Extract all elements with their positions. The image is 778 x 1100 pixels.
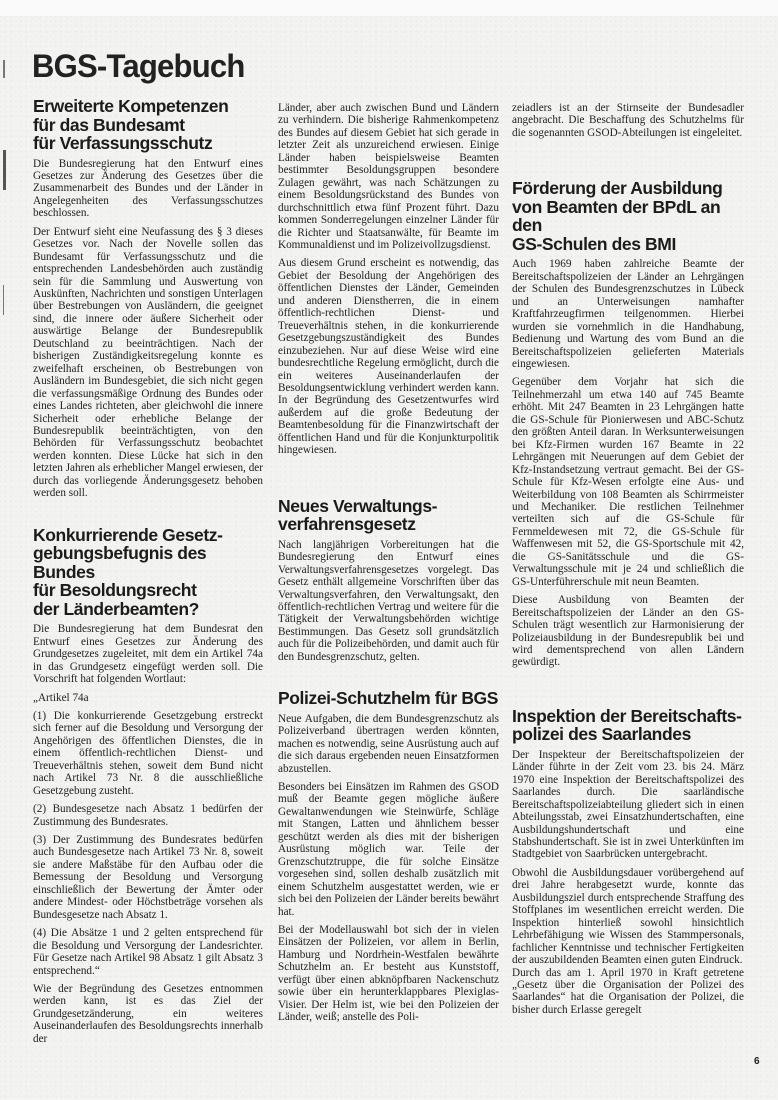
binding-mark	[3, 285, 4, 315]
column-2	[278, 102, 499, 1030]
scan-top-edge	[0, 0, 778, 16]
article-heading: Förderung der Ausbildung von Beamten der BPdL an den GS-Schulen des BMI	[512, 178, 723, 254]
article-heading: Erweiterte Kompetenzen für das Bundesamt für Verfassungsschutz	[33, 96, 229, 153]
page-title: BGS-Tagebuch	[32, 48, 245, 84]
page-number: 6	[754, 1056, 760, 1067]
article-heading: Inspektion der Bereitschafts- polizei des Saarlandes	[512, 705, 742, 745]
article-heading: Polizei-Schutzhelm für BGS	[278, 688, 499, 709]
article-paragraph: Bei der Modellauswahl bot sich der in vielen Einsätzen der Polizeien, vor allem in Berlin, Hamburg und Nordrhein-Westfalen bewährte Schutzhelm an. Er besteht aus Kunststoff, verfügt über einen abknöpfbaren Nackenschutz sowie über ein herunterklappbares Plexiglas-Visier. Der Helm ist, wie bei den Polizeien der Länder, weiß; anstelle des Poli-	[278, 923, 499, 1024]
article-paragraph: Nach langjährigen Vorbereitungen hat die Bundesregierung den Entwurf eines Verwaltungsverfahrensgesetzes vorgelegt. Das Gesetz enthält allgemeine Vorschriften über das Verwaltungsverfahren, den Verwaltungsakt, den öffentlich-rechtlichen Vertrag und weitere für die Tätigkeit der Verwaltungsbehörden wichtige Bestimmungen. Das Gesetz soll grundsätzlich auch für die Polizeibehörden, und damit auch für den Bundesgrenzschutz, gelten.	[278, 538, 499, 663]
article-paragraph: (3) Der Zustimmung des Bundesrates bedürfen auch Bundesgesetze nach Artikel 73 Nr. 8, soweit sie andere Maßstäbe für den Aufbau oder die Bemessung der Besoldung und Versorgung einschließlich der Bewertung der Ämter oder andere Mindest- oder Höchstbeträge vorsehen als Bundesgesetze nach Absatz 1.	[33, 834, 263, 921]
article-paragraph: Neue Aufgaben, die dem Bundesgrenzschutz als Polizeiverband übertragen werden könnten, machen es notwendig, seine Ausrüstung auch auf die sich daraus ergebenden neuen Einsatzformen abzustellen.	[278, 712, 499, 775]
article-paragraph: Der Inspekteur der Bereitschaftspolizeien der Länder führte in der Zeit vom 23. bis 24. März 1970 eine Inspektion der Bereitschaftspolizei des Saarlandes durch. Die saarländische Bereitschaftspolizeiabteilung gliedert sich in einen Abteilungsstab, zwei Einsatzhundertschaften, eine Ausbildungshundertschaft und eine Stabshundertschaft. Sie ist in zwei Unterkünften im Stadtgebiet von Saarbrücken untergebracht.	[512, 748, 744, 861]
article-paragraph: (2) Bundesgesetze nach Absatz 1 bedürfen der Zustimmung des Bundesrates.	[33, 803, 263, 828]
article-paragraph: „Artikel 74a	[33, 691, 89, 704]
column-1	[33, 97, 263, 1051]
article-paragraph: Obwohl die Ausbildungsdauer vorübergehend auf drei Jahre herabgesetzt wurde, konnte das Ausbildungsziel durch entsprechende Straffung des Stoffplanes im wesentlichen erreicht werden. Die Inspektion hinterließ sowohl hinsichtlich Lehrbefähigung wie Wissen des Stammpersonals, fachlicher Kenntnisse und technischer Fertigkeiten der auszubildenden Beamten einen guten Eindruck.	[512, 866, 744, 967]
article-paragraph: Auch 1969 haben zahlreiche Beamte der Bereitschaftspolizeien der Länder an Lehrgängen der Schulen des Bundesgrenzschutzes in Lübeck und an Unterweisungen namhafter Kraftfahrzeugfirmen teilgenommen. Hierbei wurden sie vornehmlich in die Handhabung, Bedienung und Wartung des vom Bund an die Bereitschaftspolizeien gelieferten Materials eingewiesen.	[512, 258, 744, 370]
article-paragraph: Die Bundesregierung hat den Entwurf eines Gesetzes zur Änderung des Gesetzes über die Zusammenarbeit des Bundes und der Länder in Angelegenheiten des Verfassungsschutzes beschlossen.	[33, 157, 263, 220]
article-paragraph: Länder, aber auch zwischen Bund und Ländern zu verhindern. Die bisherige Rahmenkompetenz des Bundes auf diesem Gebiet hat sich gerade in letzter Zeit als unzureichend erwiesen. Einige Länder haben beispielsweise Beamten bestimmter Besoldungsgruppen besondere Zulagen gewährt, was nach Schätzungen zu einem Besoldungsrückstand des Bundes von durchschnittlich etwa fünf Prozent führt. Dazu kommen Sonderregelungen einzelner Länder für die Richter und Staatsanwälte, für Beamte im Kommunaldienst und im Polizeivollzugsdienst.	[278, 102, 499, 251]
article-paragraph: (1) Die konkurrierende Gesetzgebung erstreckt sich ferner auf die Besoldung und Versorgung der Angehörigen des öffentlichen Dienstes, die in einem öffentlich-rechtlichen Dienst- und Treueverhältnis stehen, soweit dem Bund nicht nach Artikel 73 Nr. 8 die ausschließliche Gesetzgebung zusteht.	[33, 709, 263, 797]
article-paragraph: Besonders bei Einsätzen im Rahmen des GSOD muß der Beamte gegen mögliche äußere Gewaltanwendungen wie Steinwürfe, Schläge mit Stangen, Latten und ähnlichem besser geschützt werden als dies mit der bisherigen Ausrüstung möglich war. Teile der Grenzschutztruppe, die für solche Einsätze vorgesehen sind, sollen deshalb zusätzlich mit einem Schutzhelm ausgestattet werden, wie er sich bei den Polizeien der Länder bereits bewährt hat.	[278, 780, 499, 918]
binding-mark	[3, 60, 5, 78]
article-paragraph: Gegenüber dem Vorjahr hat sich die Teilnehmerzahl um etwa 140 auf 745 Beamte erhöht. Mit 247 Beamten in 23 Lehrgängen hatte die GS-Schule für Pionierwesen und ABC-Schutz den größten Anteil daran. In Werksunterweisungen bei Kfz-Firmen wurden 167 Beamte in 22 Lehrgängen mit Neuerungen auf dem Gebiet der Kfz-Instandsetzung vertraut gemacht. Bei der GS-Schule für Kfz-Wesen erfolgte eine Aus- und Weiterbildung von 108 Beamten als Schirrmeister und Mechaniker. Die restlichen Teilnehmer verteilten sich auf die GS-Schule für Fernmeldewesen mit 72, die GS-Schule für Waffenwesen mit 52, die GS-Sportschule mit 42, die GS-Sanitätsschule und die GS-Verwaltungsschule mit je 24 und schließlich die GS-Unterführerschule mit neun Beamten.	[512, 376, 744, 588]
article-paragraph: Diese Ausbildung von Beamten der Bereitschaftspolizeien der Länder an den GS-Schulen trägt wesentlich zur Harmonisierung der Polizeiausbildung in der Bundesrepublik bei und wird dementsprechend von allen Ländern gewürdigt.	[512, 594, 744, 669]
binding-mark	[3, 150, 6, 190]
article-heading: Neues Verwaltungs- verfahrensgesetz	[278, 495, 438, 535]
article-heading: Konkurrierende Gesetz- gebungsbefugnis des Bundes für Besoldungsrecht der Länderbeamten?	[33, 524, 223, 619]
article-paragraph: Wie der Begründung des Gesetzes entnommen werden kann, ist es das Ziel der Grundgesetzänderung, ein weiteres Auseinanderlaufen des Besoldungsrechts innerhalb der	[33, 983, 263, 1045]
article-paragraph: Der Entwurf sieht eine Neufassung des § 3 dieses Gesetzes vor. Nach der Novelle sollen das Bundesamt für Verfassungsschutz und die entsprechenden Landesbehörden auch zuständig sein für die Sammlung und Auswertung von Auskünften, Nachrichten und sonstigen Unterlagen über Bestrebungen von Ausländern, die geeignet sind, die innere oder äußere Sicherheit oder auswärtige Belange der Bundesrepublik Deutschland zu beeinträchtigen. Nach der bisherigen Zuständigkeitsregelung konnte es zweifelhaft erscheinen, ob Bestrebungen von Ausländern im Bundesgebiet, die sich nicht gegen die verfassungsmäßige Ordnung des Bundes oder eines Landes richteten, aber gleichwohl die innere Sicherheit oder erhebliche Belange der Bundesrepublik beeinträchtigten, von den Behörden für Verfassungsschutz beobachtet werden konnten. Diese Lücke hat sich in den letzten Jahren als erheblicher Mangel erwiesen, der durch das vorliegende Änderungsgesetz behoben werden soll.	[33, 225, 263, 500]
column-3	[512, 102, 744, 1022]
article-paragraph: zeiadlers ist an der Stirnseite der Bundesadler angebracht. Die Beschaffung des Schutzhelms für die sogenannten GSOD-Abteilungen ist eingeleitet.	[512, 102, 744, 139]
article-paragraph: Aus diesem Grund erscheint es notwendig, das Gebiet der Besoldung der Angehörigen des öffentlichen Dienstes der Länder, Gemeinden und anderen Dienstherren, die in einem öffentlich-rechtlichen Dienst- und Treueverhältnis stehen, in die konkurrierende Gesetzgebungszuständigkeit des Bundes einzubeziehen. Nur auf diese Weise wird eine bundesrechtliche Regelung ermöglicht, durch die ein weiteres Auseinanderlaufen der Besoldungsentwicklung verhindert werden kann. In der Begründung des Gesetzentwurfes wird außerdem auf die große Bedeutung der Beamtenbesoldung für die Finanzwirtschaft der öffentlichen Hand und für die Konjunkturpolitik hingewiesen.	[278, 257, 499, 457]
article-paragraph: Die Bundesregierung hat dem Bundesrat den Entwurf eines Gesetzes zur Änderung des Grundgesetzes zugeleitet, mit dem ein Artikel 74a in das Grundgesetz eingefügt werden soll. Die Vorschrift hat folgenden Wortlaut:	[33, 623, 263, 686]
article-paragraph: Durch das am 1. April 1970 in Kraft getretene „Gesetz über die Organisation der Polizei des Saarlandes“ hat die Organisation der Polizei, die bisher durch Erlasse geregelt	[512, 966, 744, 1016]
article-paragraph: (4) Die Absätze 1 und 2 gelten entsprechend für die Besoldung und Versorgung der Landesrichter. Für Gesetze nach Artikel 98 Absatz 1 gilt Absatz 3 entsprechend.“	[33, 927, 263, 977]
